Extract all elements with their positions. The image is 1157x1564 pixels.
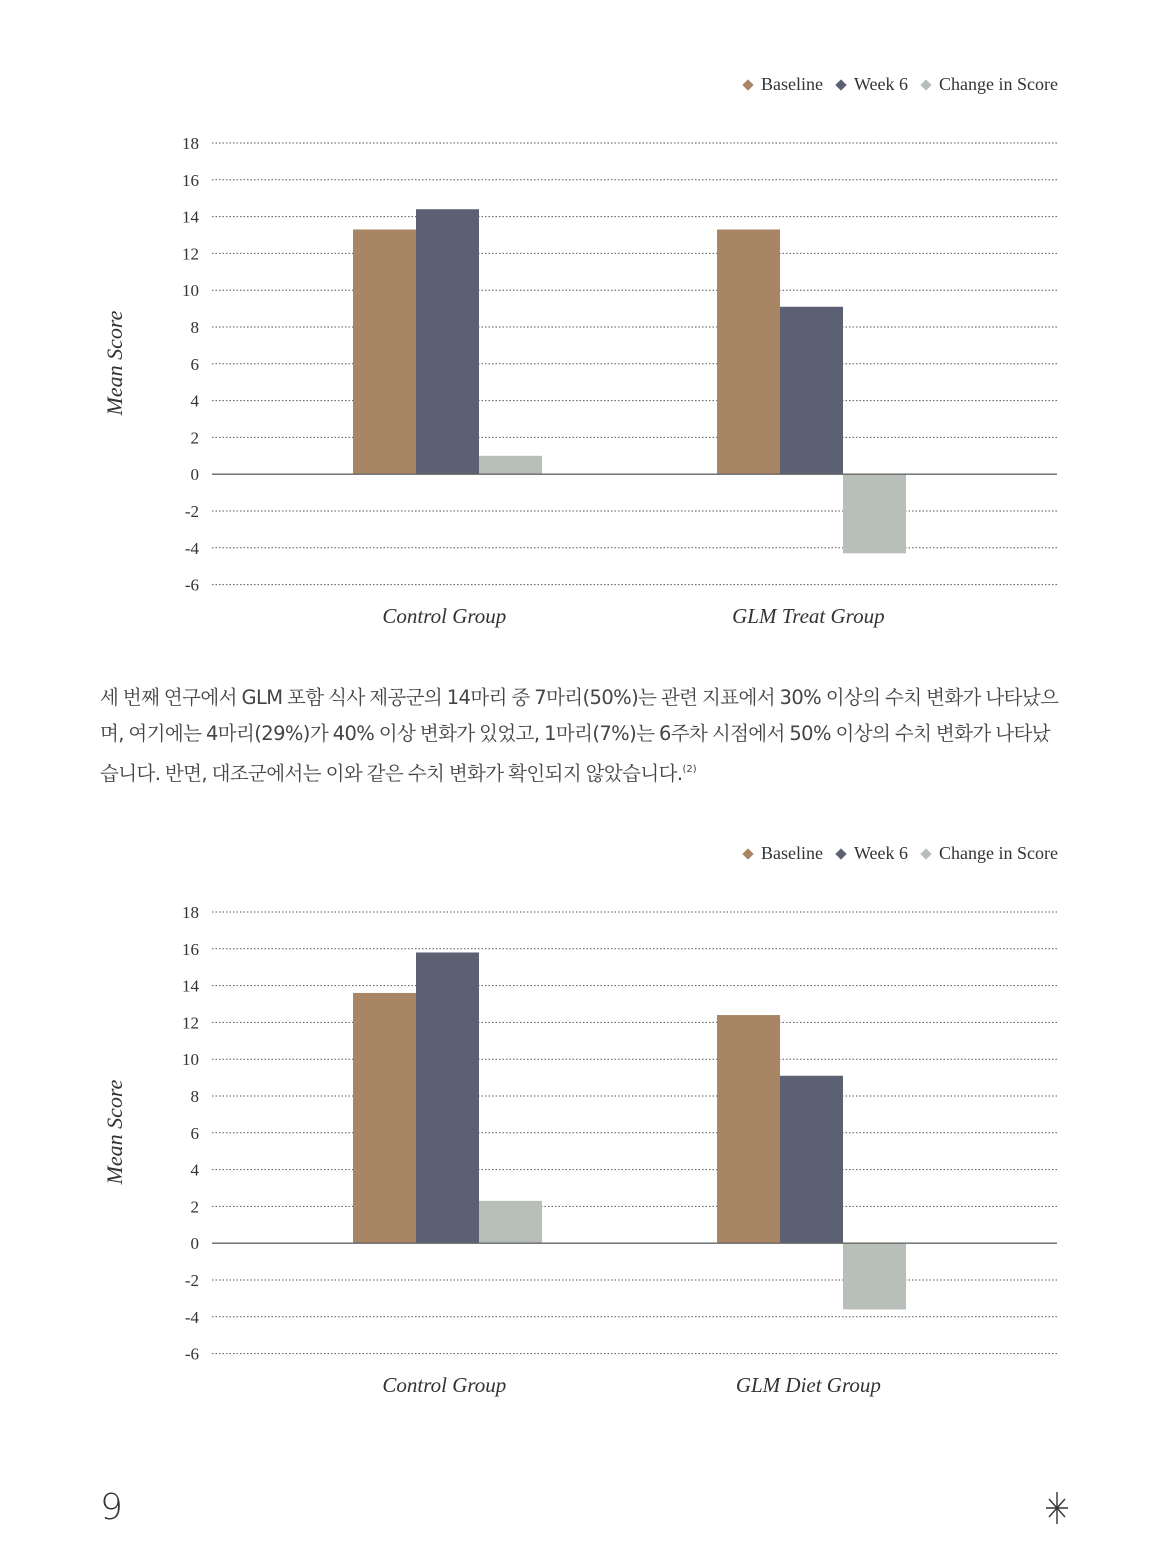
bar-week-6 — [780, 307, 843, 474]
page-number: 9 — [100, 1487, 123, 1528]
y-tick-label: 10 — [182, 1050, 199, 1070]
y-tick-label: -6 — [184, 575, 199, 595]
legend-label-change: Change in Score — [939, 843, 1058, 863]
chart1-legend — [730, 74, 1058, 95]
legend-swatch-baseline — [742, 848, 753, 859]
y-tick-label: 14 — [182, 976, 199, 996]
y-tick-label: 6 — [190, 1123, 199, 1143]
legend-item-week6 — [837, 74, 908, 95]
bar-baseline — [717, 229, 780, 474]
legend-swatch-week6 — [835, 848, 846, 859]
bar-baseline — [353, 229, 416, 474]
legend-label-baseline: Baseline — [761, 843, 823, 863]
bar-change-in-score — [843, 1243, 906, 1309]
bar-baseline — [353, 993, 416, 1243]
bar-week-6 — [780, 1076, 843, 1243]
bar-week-6 — [416, 952, 479, 1243]
y-tick-label: 4 — [190, 391, 199, 411]
y-tick-label: 10 — [182, 281, 199, 301]
y-tick-label: 2 — [190, 1197, 199, 1217]
y-tick-label: 6 — [190, 354, 199, 374]
bar-change-in-score — [843, 474, 906, 553]
legend-label-baseline: Baseline — [761, 74, 823, 94]
y-tick-label: 18 — [182, 903, 199, 922]
legend-item-change — [922, 74, 1058, 95]
y-tick-label: 8 — [190, 318, 199, 337]
citation-mark: (2) — [682, 764, 697, 775]
legend-swatch-change — [920, 848, 931, 859]
body-text: 세 번째 연구에서 GLM 포함 식사 제공군의 14마리 중 7마리(50%)는 관련 지표에서 30% 이상의 수치 변화가 나타났으며, 여기에는 4마리(29%)가 40% 이상 변화가 있었고, 1마리(7%)는 6주차 시점에서 50% 이상의 수치 변화가 나타났습니다. 반면, 대조군에서는 이와 같은 수치 변화가 확인되지 않았습니다. — [100, 686, 1059, 785]
chart1-plot — [0, 120, 1157, 640]
y-tick-label: 16 — [182, 939, 199, 959]
y-tick-label: 16 — [182, 170, 199, 190]
legend-label-week6: Week 6 — [854, 843, 909, 863]
legend-swatch-week6 — [835, 79, 846, 90]
legend-item-change — [922, 843, 1058, 864]
bar-baseline — [717, 1015, 780, 1243]
y-tick-label: 2 — [190, 428, 199, 448]
legend-item-baseline — [744, 843, 823, 864]
legend-item-baseline — [744, 74, 823, 95]
y-tick-label: 4 — [190, 1160, 199, 1180]
y-tick-label: 0 — [190, 1234, 199, 1254]
legend-label-change: Change in Score — [939, 74, 1058, 94]
chart2-y-axis-title: Mean Score — [102, 1079, 127, 1185]
y-tick-label: -4 — [184, 538, 199, 558]
x-category-label: GLM Diet Group — [735, 1373, 881, 1397]
asterisk-star-icon — [1044, 1490, 1070, 1526]
chart2-legend — [730, 843, 1058, 864]
y-tick-label: 12 — [182, 244, 199, 264]
bar-week-6 — [416, 209, 479, 474]
y-tick-label: -4 — [184, 1307, 199, 1327]
legend-label-week6: Week 6 — [854, 74, 909, 94]
bar-change-in-score — [479, 1201, 542, 1243]
x-category-label: GLM Treat Group — [732, 604, 885, 628]
x-category-label: Control Group — [382, 1373, 507, 1397]
legend-item-week6 — [837, 843, 908, 864]
chart1-y-axis-title: Mean Score — [102, 310, 127, 416]
chart2-plot — [0, 889, 1157, 1409]
y-tick-label: 8 — [190, 1087, 199, 1106]
y-tick-label: -2 — [184, 1271, 199, 1290]
y-tick-label: -6 — [184, 1344, 199, 1364]
legend-swatch-change — [920, 79, 931, 90]
y-tick-label: 12 — [182, 1013, 199, 1033]
y-tick-label: -2 — [184, 502, 199, 521]
x-category-label: Control Group — [382, 604, 507, 628]
y-tick-label: 14 — [182, 207, 199, 227]
bar-change-in-score — [479, 456, 542, 474]
y-tick-label: 18 — [182, 134, 199, 153]
body-paragraph — [100, 680, 1060, 792]
y-tick-label: 0 — [190, 465, 199, 485]
legend-swatch-baseline — [742, 79, 753, 90]
